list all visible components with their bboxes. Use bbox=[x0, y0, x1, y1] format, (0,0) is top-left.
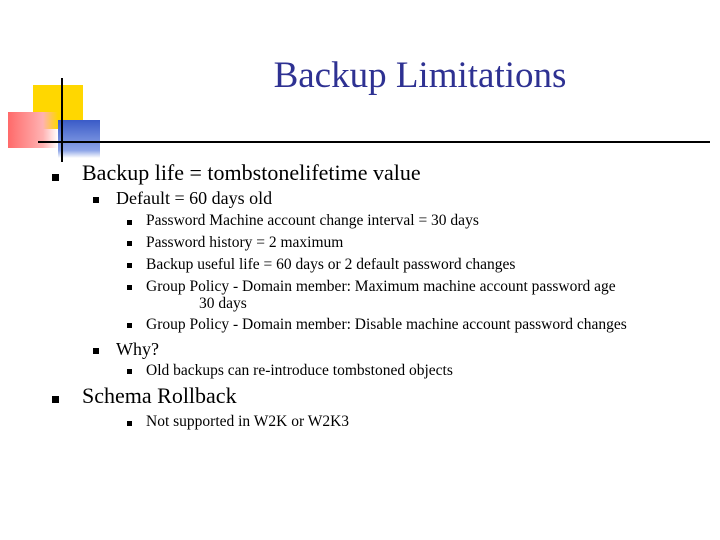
title-divider bbox=[38, 141, 710, 143]
bullet-password-interval: Password Machine account change interval = 30 days bbox=[146, 212, 479, 229]
bullet-gp-max-age-cont: 30 days bbox=[199, 295, 247, 312]
bullet-icon bbox=[52, 396, 59, 403]
bullet-gp-max-age: Group Policy - Domain member: Maximum machine account password age bbox=[146, 278, 616, 295]
bullet-icon bbox=[52, 174, 59, 181]
bullet-icon bbox=[127, 263, 132, 268]
bullet-icon bbox=[127, 241, 132, 246]
bullet-backup-useful-life: Backup useful life = 60 days or 2 default password changes bbox=[146, 256, 516, 273]
bullet-icon bbox=[127, 220, 132, 225]
bullet-not-supported: Not supported in W2K or W2K3 bbox=[146, 413, 350, 430]
bullet-icon bbox=[93, 197, 99, 203]
bullet-icon bbox=[127, 369, 132, 374]
bullet-old-backups: Old backups can re-introduce tombstoned objects bbox=[146, 362, 453, 379]
decor-blue-square bbox=[58, 120, 100, 158]
bullet-icon bbox=[127, 285, 132, 290]
bullet-default: Default = 60 days old bbox=[116, 188, 273, 208]
slide-title: Backup Limitations bbox=[273, 55, 567, 96]
bullet-icon bbox=[127, 323, 132, 328]
bullet-backup-life: Backup life = tombstonelifetime value bbox=[82, 160, 421, 185]
bullet-password-history: Password history = 2 maximum bbox=[146, 234, 344, 251]
bullet-icon bbox=[93, 348, 99, 354]
bullet-schema-rollback: Schema Rollback bbox=[82, 383, 237, 408]
decor-vertical-line bbox=[61, 78, 63, 162]
bullet-icon bbox=[127, 421, 132, 426]
bullet-why: Why? bbox=[116, 339, 159, 359]
bullet-gp-disable: Group Policy - Domain member: Disable machine account password changes bbox=[146, 316, 627, 333]
